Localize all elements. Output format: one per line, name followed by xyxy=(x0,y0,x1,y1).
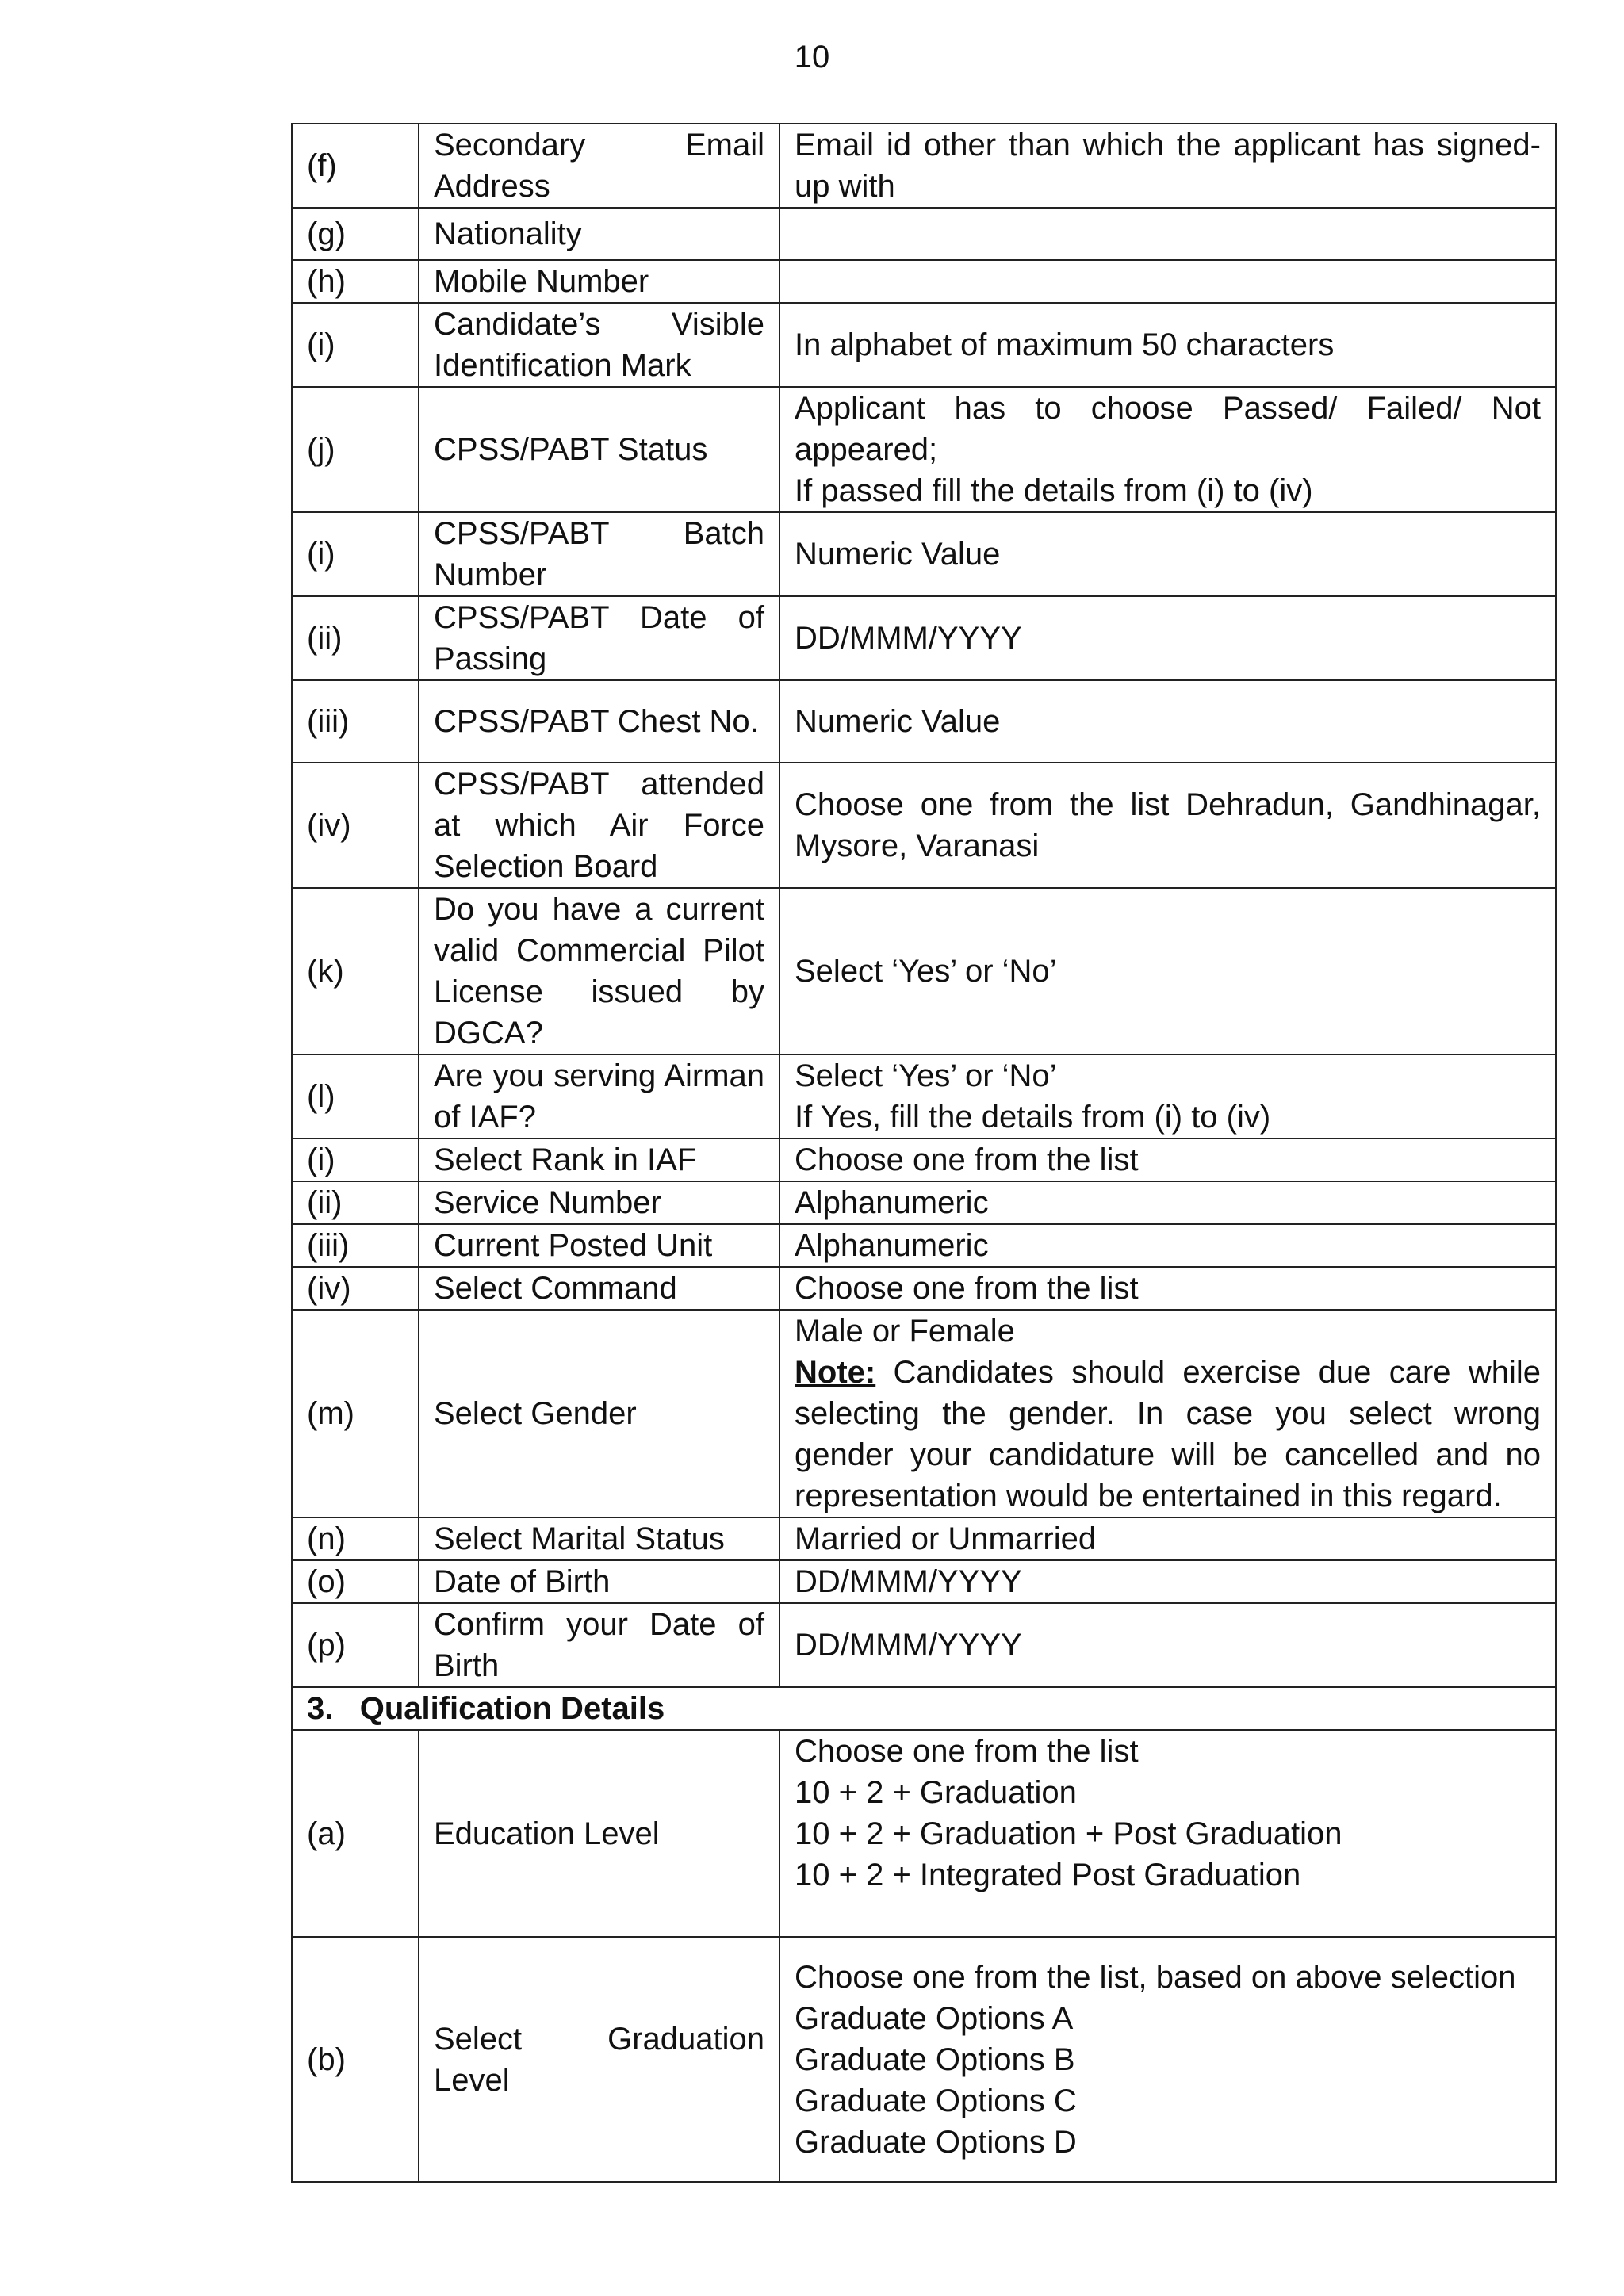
table-row xyxy=(292,1181,1556,1224)
field-description xyxy=(779,1181,1556,1224)
description-line: Alphanumeric xyxy=(795,1185,989,1220)
description-line: Choose one from the list xyxy=(795,1142,1139,1177)
description-line: If Yes, fill the details from (i) to (iv) xyxy=(795,1100,1271,1135)
table-row xyxy=(292,680,1556,763)
table-row xyxy=(292,1730,1556,1937)
table-row xyxy=(292,1138,1556,1181)
row-number: (iii) xyxy=(292,680,419,763)
description-line: Choose one from the list xyxy=(795,1734,1139,1769)
description-line: In alphabet of maximum 50 characters xyxy=(795,327,1335,362)
field-description xyxy=(779,1937,1556,2182)
field-label: CPSS/PABT Status xyxy=(419,387,779,512)
description-line: 10 + 2 + Graduation xyxy=(795,1775,1077,1810)
field-description xyxy=(779,208,1556,260)
table-row xyxy=(292,1603,1556,1687)
field-description xyxy=(779,888,1556,1054)
field-label: Service Number xyxy=(419,1181,779,1224)
table-row xyxy=(292,888,1556,1054)
field-label: Select Graduation Level xyxy=(419,1937,779,2182)
description-line: If passed fill the details from (i) to (iv) xyxy=(795,473,1313,508)
row-number: (iv) xyxy=(292,1267,419,1310)
table-row xyxy=(292,260,1556,303)
description-line: DD/MMM/YYYY xyxy=(795,1628,1022,1663)
row-number: (p) xyxy=(292,1603,419,1687)
description-line: Graduate Options C xyxy=(795,2083,1077,2118)
row-number: (ii) xyxy=(292,1181,419,1224)
field-label: CPSS/PABT Batch Number xyxy=(419,512,779,596)
description-line: Graduate Options A xyxy=(795,2000,1074,2036)
table-row xyxy=(292,1054,1556,1138)
field-description xyxy=(779,303,1556,387)
table-row xyxy=(292,387,1556,512)
field-label: Secondary Email Address xyxy=(419,124,779,208)
row-number: (b) xyxy=(292,1937,419,2182)
section-heading: 3. Qualification Details xyxy=(292,1687,1556,1730)
field-description xyxy=(779,1730,1556,1937)
description-line: Select ‘Yes’ or ‘No’ xyxy=(795,954,1057,989)
field-label: CPSS/PABT attended at which Air Force Selection Board xyxy=(419,763,779,888)
row-number: (n) xyxy=(292,1517,419,1560)
note-label: Note: xyxy=(795,1355,876,1390)
field-description xyxy=(779,124,1556,208)
table-row xyxy=(292,1560,1556,1603)
row-number: (m) xyxy=(292,1310,419,1517)
field-description xyxy=(779,680,1556,763)
field-label: Date of Birth xyxy=(419,1560,779,1603)
field-description xyxy=(779,387,1556,512)
row-number: (f) xyxy=(292,124,419,208)
field-label: Confirm your Date of Birth xyxy=(419,1603,779,1687)
field-description xyxy=(779,1138,1556,1181)
field-label: Nationality xyxy=(419,208,779,260)
table-row xyxy=(292,763,1556,888)
table-row xyxy=(292,1267,1556,1310)
description-line: Choose one from the list xyxy=(795,1271,1139,1306)
description-line: Select ‘Yes’ or ‘No’ xyxy=(795,1058,1057,1093)
field-label: CPSS/PABT Chest No. xyxy=(419,680,779,763)
field-label: Are you serving Airman of IAF? xyxy=(419,1054,779,1138)
table-row xyxy=(292,1937,1556,2182)
field-label: Mobile Number xyxy=(419,260,779,303)
table-row xyxy=(292,1310,1556,1517)
field-label: Select Rank in IAF xyxy=(419,1138,779,1181)
field-label: Candidate’s Visible Identification Mark xyxy=(419,303,779,387)
field-label: Select Marital Status xyxy=(419,1517,779,1560)
description-line: Choose one from the list Dehradun, Gandhinagar, Mysore, Varanasi xyxy=(795,787,1541,863)
description-line: Graduate Options D xyxy=(795,2124,1077,2160)
description-line: Email id other than which the applicant has signed-up with xyxy=(795,128,1541,204)
description-line: DD/MMM/YYYY xyxy=(795,621,1022,656)
application-fields-table xyxy=(291,123,1557,2183)
note-text: Candidates should exercise due care while selecting the gender. In case you select wrong gender your candidature will be cancelled and no representation would be entertained in this regard. xyxy=(795,1355,1541,1513)
field-description xyxy=(779,1054,1556,1138)
table-row xyxy=(292,512,1556,596)
field-description xyxy=(779,1224,1556,1267)
description-line: 10 + 2 + Integrated Post Graduation xyxy=(795,1858,1301,1892)
row-number: (g) xyxy=(292,208,419,260)
field-label: Current Posted Unit xyxy=(419,1224,779,1267)
row-number: (iv) xyxy=(292,763,419,888)
table-row xyxy=(292,1517,1556,1560)
description-line: Numeric Value xyxy=(795,537,1001,572)
table-row xyxy=(292,596,1556,680)
field-label: Select Command xyxy=(419,1267,779,1310)
field-label: Do you have a current valid Commercial Pilot License issued by DGCA? xyxy=(419,888,779,1054)
description-line: Numeric Value xyxy=(795,704,1001,739)
description-line: Applicant has to choose Passed/ Failed/ Not appeared; xyxy=(795,391,1541,467)
field-description xyxy=(779,260,1556,303)
row-number: (j) xyxy=(292,387,419,512)
table-row xyxy=(292,1224,1556,1267)
field-description xyxy=(779,512,1556,596)
description-line: DD/MMM/YYYY xyxy=(795,1564,1022,1599)
field-description xyxy=(779,1560,1556,1603)
row-number: (i) xyxy=(292,512,419,596)
field-label: Select Gender xyxy=(419,1310,779,1517)
row-number: (a) xyxy=(292,1730,419,1937)
row-number: (k) xyxy=(292,888,419,1054)
description-line: 10 + 2 + Graduation + Post Graduation xyxy=(795,1816,1342,1851)
section-heading-row xyxy=(292,1687,1556,1730)
row-number: (ii) xyxy=(292,596,419,680)
description-line: Alphanumeric xyxy=(795,1228,989,1263)
description-line: Graduate Options B xyxy=(795,2042,1075,2077)
field-label: CPSS/PABT Date of Passing xyxy=(419,596,779,680)
row-number: (l) xyxy=(292,1054,419,1138)
page-number: 10 xyxy=(794,40,830,75)
row-number: (i) xyxy=(292,303,419,387)
field-description xyxy=(779,1603,1556,1687)
table-row xyxy=(292,303,1556,387)
row-number: (o) xyxy=(292,1560,419,1603)
row-number: (iii) xyxy=(292,1224,419,1267)
field-description xyxy=(779,763,1556,888)
row-number: (i) xyxy=(292,1138,419,1181)
field-description xyxy=(779,1267,1556,1310)
field-description xyxy=(779,1310,1556,1517)
table-row xyxy=(292,124,1556,208)
table-row xyxy=(292,208,1556,260)
row-number: (h) xyxy=(292,260,419,303)
description-line: Male or Female xyxy=(795,1314,1015,1349)
description-line: Married or Unmarried xyxy=(795,1521,1097,1556)
field-description xyxy=(779,596,1556,680)
field-label: Education Level xyxy=(419,1730,779,1937)
field-description xyxy=(779,1517,1556,1560)
description-line: Choose one from the list, based on above selection xyxy=(795,1959,1516,1995)
